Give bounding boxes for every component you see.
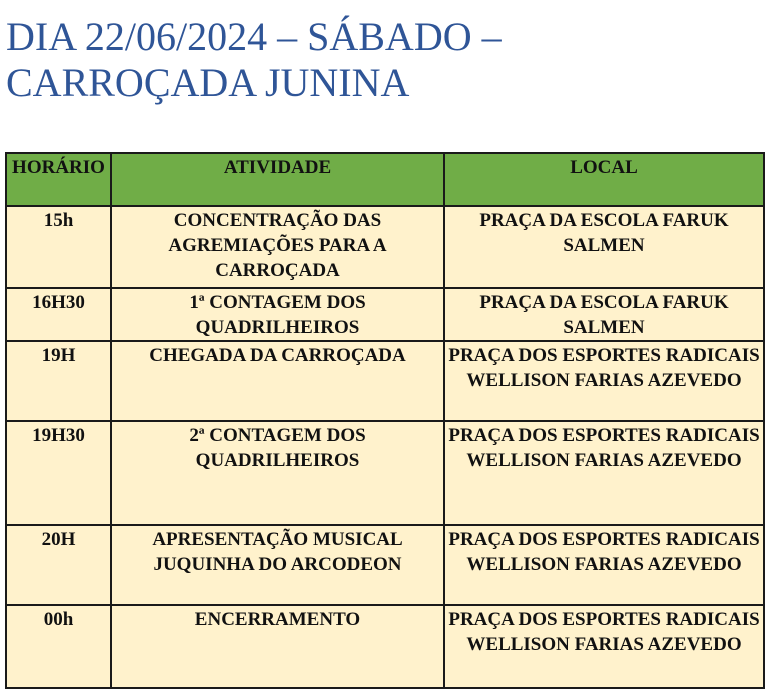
table-row [6, 341, 764, 421]
cell-location: PRAÇA DA ESCOLA FARUK SALMEN [444, 288, 764, 341]
cell-activity: 2ª CONTAGEM DOS QUADRILHEIROS [111, 421, 444, 525]
page-title [6, 14, 766, 106]
cell-activity: ENCERRAMENTO [111, 605, 444, 688]
schedule-table [5, 152, 765, 689]
header-activity: ATIVIDADE [111, 153, 444, 206]
header-time: HORÁRIO [6, 153, 111, 206]
cell-time: 00h [6, 605, 111, 688]
title-line-2: CARROÇADA JUNINA [6, 60, 410, 105]
cell-time: 16H30 [6, 288, 111, 341]
cell-location: PRAÇA DOS ESPORTES RADICAIS WELLISON FARIAS AZEVEDO [444, 341, 764, 421]
cell-activity: CHEGADA DA CARROÇADA [111, 341, 444, 421]
table-row [6, 206, 764, 288]
table-header-row [6, 153, 764, 206]
cell-location: PRAÇA DOS ESPORTES RADICAIS WELLISON FARIAS AZEVEDO [444, 605, 764, 688]
cell-time: 19H30 [6, 421, 111, 525]
cell-time: 19H [6, 341, 111, 421]
cell-activity: APRESENTAÇÃO MUSICAL JUQUINHA DO ARCODEON [111, 525, 444, 605]
header-location: LOCAL [444, 153, 764, 206]
cell-activity: 1ª CONTAGEM DOS QUADRILHEIROS [111, 288, 444, 341]
table-row [6, 421, 764, 525]
cell-location: PRAÇA DOS ESPORTES RADICAIS WELLISON FARIAS AZEVEDO [444, 525, 764, 605]
cell-location: PRAÇA DA ESCOLA FARUK SALMEN [444, 206, 764, 288]
cell-time: 15h [6, 206, 111, 288]
table-row [6, 288, 764, 341]
table-row [6, 605, 764, 688]
table-row [6, 525, 764, 605]
cell-activity: CONCENTRAÇÃO DAS AGREMIAÇÕES PARA A CARROÇADA [111, 206, 444, 288]
cell-time: 20H [6, 525, 111, 605]
cell-location: PRAÇA DOS ESPORTES RADICAIS WELLISON FARIAS AZEVEDO [444, 421, 764, 525]
title-line-1: DIA 22/06/2024 – SÁBADO – [6, 14, 502, 59]
